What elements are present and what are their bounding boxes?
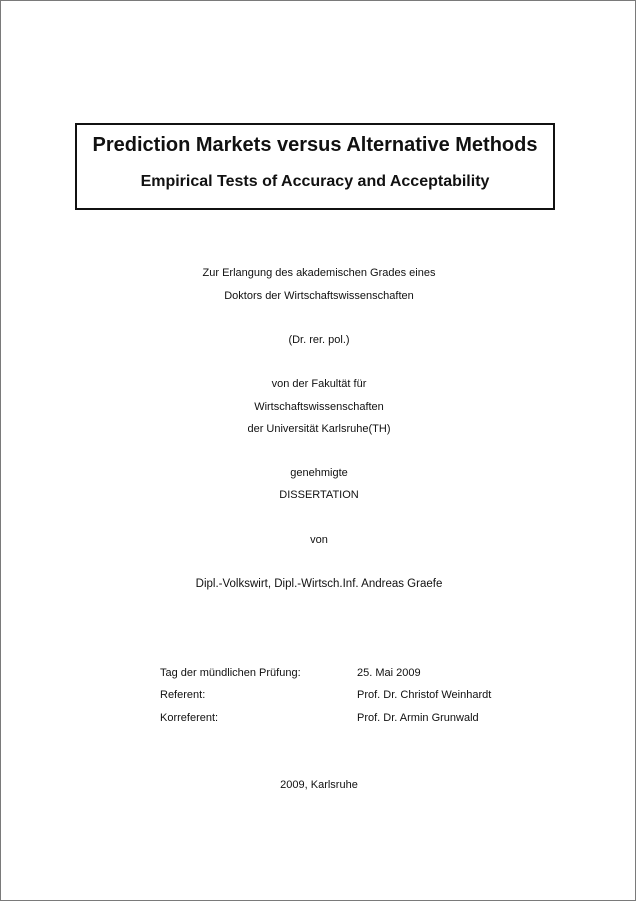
exam-value: 25. Mai 2009	[357, 667, 421, 679]
exam-value: Prof. Dr. Christof Weinhardt	[357, 689, 492, 701]
exam-label: Korreferent:	[160, 712, 219, 724]
exam-value: Prof. Dr. Armin Grunwald	[357, 712, 479, 724]
approval-line-1: genehmigte	[290, 467, 348, 479]
purpose-line-1: Zur Erlangung des akademischen Grades eines	[202, 267, 436, 279]
exam-row-referent	[160, 688, 520, 702]
faculty-line-2: Wirtschaftswissenschaften	[254, 401, 384, 413]
dissertation-label: DISSERTATION	[279, 489, 359, 501]
title-box	[75, 123, 555, 210]
faculty-line-3: der Universität Karlsruhe(TH)	[247, 423, 391, 435]
document-subtitle: Empirical Tests of Accuracy and Acceptability	[140, 173, 490, 190]
exam-label: Referent:	[160, 689, 206, 701]
purpose-line-2: Doktors der Wirtschaftswissenschaften	[224, 290, 414, 302]
exam-row-korreferent	[160, 711, 520, 725]
document-title: Prediction Markets versus Alternative Methods	[92, 134, 538, 156]
author-name: Dipl.-Volkswirt, Dipl.-Wirtsch.Inf. Andreas Graefe	[195, 578, 443, 590]
exam-row-date	[160, 666, 520, 680]
exam-label: Tag der mündlichen Prüfung:	[160, 667, 301, 679]
place-date: 2009, Karlsruhe	[280, 779, 358, 791]
faculty-line-1: von der Fakultät für	[271, 378, 367, 390]
von-label: von	[310, 534, 328, 546]
degree-abbreviation: (Dr. rer. pol.)	[288, 334, 350, 346]
